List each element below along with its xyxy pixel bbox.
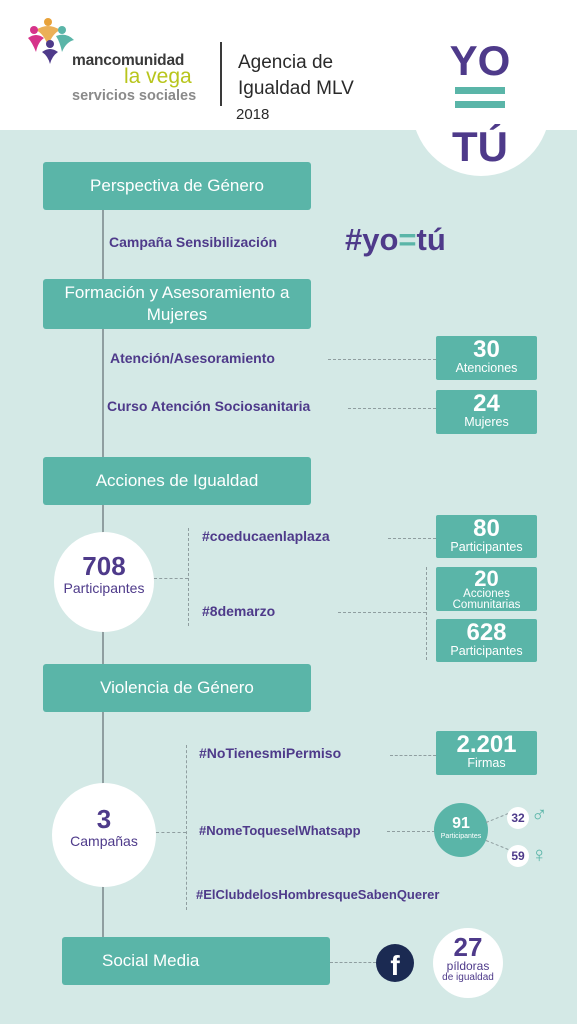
header-divider [220,42,222,106]
equals-bar-top [455,87,505,94]
coeduca-value: 80 [473,515,500,542]
violencia-total-circle [52,783,156,887]
equals-bar-bottom [455,101,505,108]
yo-tu-hashtag [345,222,446,258]
marzo-participantes-unit: Participantes [450,644,523,658]
curso-label: Curso Atención Sociosanitaria [107,398,311,414]
section-formacion-label: Formación y Asesoramiento a Mujeres [64,283,290,324]
violencia-total-value: 3 [96,804,112,834]
permiso-connector [390,755,436,756]
female-symbol-icon: ♀ [531,842,548,867]
atencion-value: 30 [473,336,500,363]
acciones-total-unit: Participantes [63,580,145,596]
acciones-connector [154,578,188,579]
marzo-acciones-value: 20 [474,566,499,591]
curso-unit: Mujeres [464,415,509,429]
year-label: 2018 [236,106,270,123]
acciones-total-circle [54,532,154,632]
badge-tu: TÚ [452,123,508,170]
coeduca-unit: Participantes [450,540,523,554]
pildoras-circle [433,928,503,998]
permiso-stat [436,731,537,775]
pildoras-unit-2: de igualdad [442,972,494,983]
whatsapp-value: 91 [452,815,470,832]
atencion-connector [328,359,436,360]
marzo-branch [426,567,427,660]
violencia-connector [156,832,186,833]
male-connector [486,813,509,823]
male-value: 32 [511,811,525,825]
permiso-unit: Firmas [467,756,506,770]
pildoras-unit-1: píldoras [446,959,490,973]
badge-yo: YO [449,37,511,84]
coeduca-connector [388,538,436,539]
section-social [62,937,330,985]
violencia-total-unit: Campañas [70,833,138,849]
org-subname: la vega [124,65,192,88]
atencion-label: Atención/Asesoramiento [110,350,275,366]
acciones-branch [188,528,189,626]
female-connector [486,840,509,850]
agency-title [238,50,354,102]
marzo-acciones-unit: Acciones Comunitarias [452,588,521,611]
marzo-acciones-stat [436,567,537,611]
acciones-total-value: 708 [82,551,126,581]
section-violencia [43,664,311,712]
section-social-label: Social Media [102,951,200,970]
whatsapp-circle [434,803,488,857]
social-connector [330,962,376,963]
agency-line-2: Igualdad MLV [238,78,354,99]
atencion-stat [436,336,537,380]
facebook-icon: f [376,944,414,982]
club-label: #ElClubdelosHombresqueSabenQuerer [196,887,440,902]
coeduca-stat [436,515,537,558]
female-value: 59 [511,849,525,863]
section-perspectiva [43,162,311,210]
whatsapp-label: #NomeToqueselWhatsapp [199,823,361,838]
org-services: servicios sociales [72,88,197,104]
campana-label: Campaña Sensibilización [109,234,278,250]
permiso-label: #NoTienesmiPermiso [199,745,342,761]
pildoras-value: 27 [453,932,483,962]
female-count-circle [507,845,529,867]
coeduca-label: #coeducaenlaplaza [202,528,330,544]
section-formacion [43,279,311,329]
agency-line-1: Agencia de [238,52,334,73]
curso-connector [348,408,436,409]
marzo-participantes-value: 628 [466,619,507,646]
section-acciones [43,457,311,505]
whatsapp-connector [387,831,435,832]
people-logo-icon [26,16,76,64]
hashtag-yo: #yo [345,222,399,257]
male-symbol-icon: ♂ [531,802,548,827]
atencion-unit: Atenciones [455,361,518,375]
marzo-participantes-stat [436,619,537,662]
curso-value: 24 [473,390,500,417]
marzo-connector [338,612,426,613]
section-perspectiva-label: Perspectiva de Género [90,176,264,195]
section-violencia-label: Violencia de Género [100,678,254,697]
hashtag-tu: tú [416,222,446,257]
curso-stat [436,390,537,434]
marzo-label: #8demarzo [202,603,276,619]
violencia-branch [186,745,187,910]
permiso-value: 2.201 [456,731,517,758]
hashtag-equals: = [398,222,417,257]
org-name: mancomunidad [72,52,185,69]
whatsapp-unit: Participantes [440,833,482,840]
section-acciones-label: Acciones de Igualdad [95,471,259,490]
male-count-circle [507,807,529,829]
